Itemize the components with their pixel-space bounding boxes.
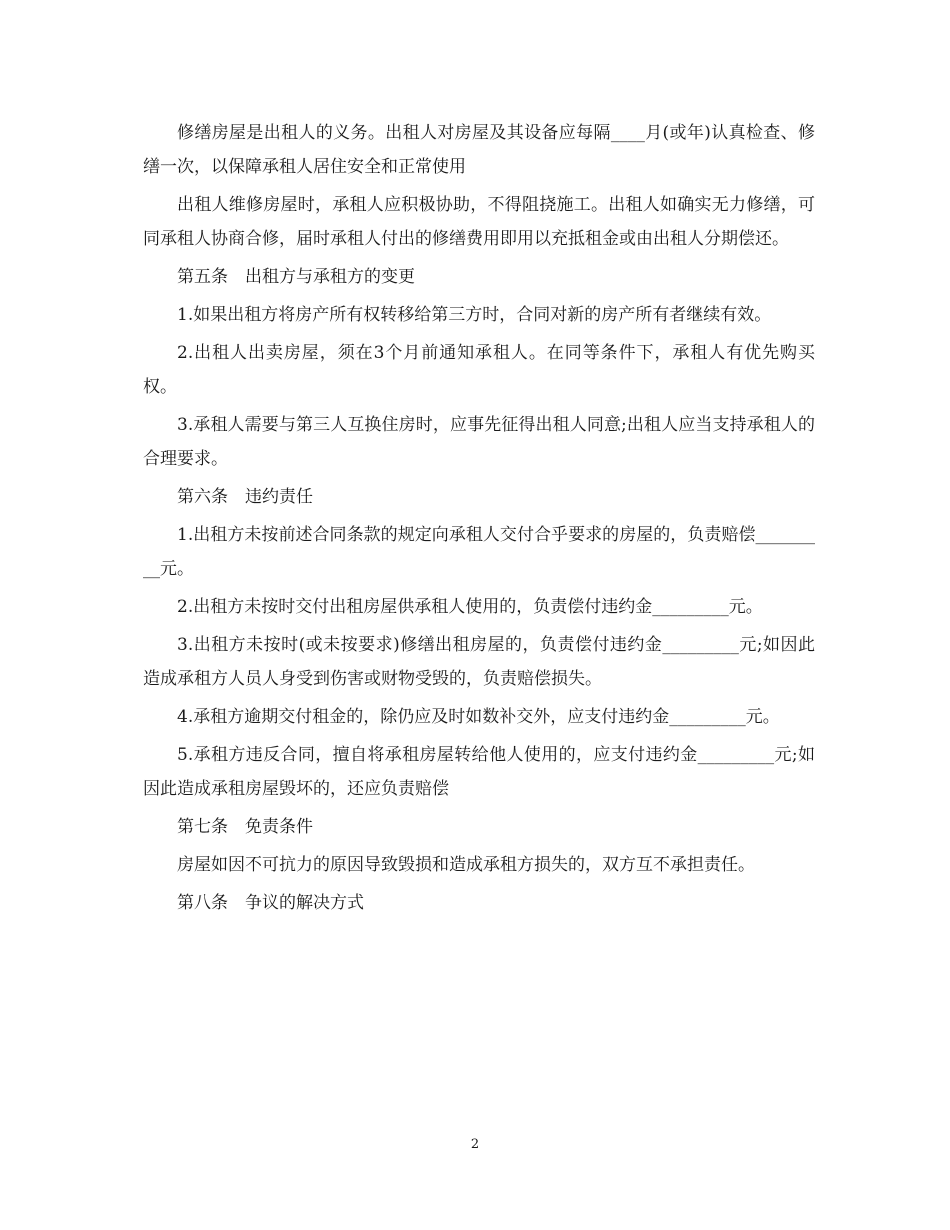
paragraph-article-6-item-5: 5.承租方违反合同，擅自将承租房屋转给他人使用的，应支付违约金_________元;如因此造成承租房屋毁坏的，还应负责赔偿 [143, 745, 815, 799]
heading-article-6: 第六条 违约责任 [177, 487, 313, 507]
paragraph-article-5-item-2: 2.出租人出卖房屋，须在3个月前通知承租人。在同等条件下，承租人有优先购买权。 [143, 343, 815, 397]
page-number: 2 [470, 1137, 480, 1152]
paragraph-article-6-item-4: 4.承租方逾期交付租金的，除仍应及时如数补交外，应支付违约金_________元。 [177, 707, 780, 727]
paragraph-article-6-item-2: 2.出租方未按时交付出租房屋供承租人使用的，负责偿付违约金_________元。 [177, 597, 763, 617]
paragraph-repair-duty: 修缮房屋是出租人的义务。出租人对房屋及其设备应每隔____月(或年)认真检查、修缮一次，以保障承租人居住安全和正常使用 [143, 123, 815, 177]
paragraph-article-5-item-1: 1.如果出租方将房产所有权转移给第三方时，合同对新的房产所有者继续有效。 [177, 305, 772, 325]
paragraph-repair-cooperation: 出租人维修房屋时，承租人应积极协助，不得阻挠施工。出租人如确实无力修缮，可同承租人协商合修，届时承租人付出的修缮费用即用以充抵租金或由出租人分期偿还。 [143, 195, 815, 249]
paragraph-article-6-item-3: 3.出租方未按时(或未按要求)修缮出租房屋的，负责偿付违约金_________元;如因此造成承租方人员人身受到伤害或财物受毁的，负责赔偿损失。 [143, 635, 815, 689]
paragraph-article-7-item-1: 房屋如因不可抗力的原因导致毁损和造成承租方损失的，双方互不承担责任。 [177, 855, 755, 875]
paragraph-article-5-item-3: 3.承租人需要与第三人互换住房时，应事先征得出租人同意;出租人应当支持承租人的合理要求。 [143, 415, 815, 469]
paragraph-article-6-item-1: 1.出租方未按前述合同条款的规定向承租人交付合乎要求的房屋的，负责赔偿_________元。 [143, 525, 815, 579]
heading-article-7: 第七条 免责条件 [177, 817, 313, 837]
heading-article-8: 第八条 争议的解决方式 [177, 893, 364, 913]
heading-article-5: 第五条 出租方与承租方的变更 [177, 267, 415, 287]
document-body [143, 116, 815, 924]
